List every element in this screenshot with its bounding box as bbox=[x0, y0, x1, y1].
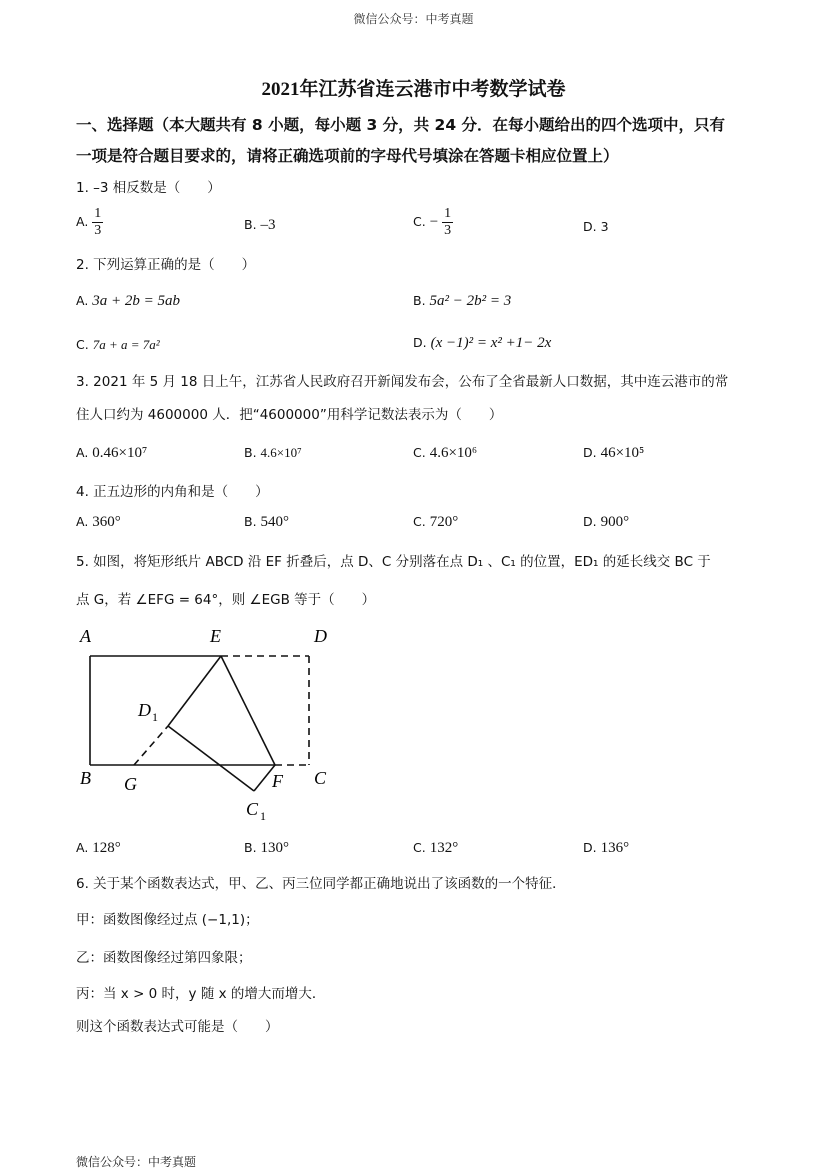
q2-option-d-label: D. bbox=[413, 335, 427, 350]
q4-option-a-label: A. bbox=[76, 514, 89, 529]
q3-option-c bbox=[413, 445, 477, 462]
q2-option-c-expr: 7a + a = 7a² bbox=[92, 337, 160, 352]
q5-stem-line1: 5. 如图，将矩形纸片 ABCD 沿 EF 折叠后，点 D、C 分别落在点 D₁ 、C₁ 的位置，ED₁ 的延长线交 BC 于 bbox=[76, 554, 711, 570]
q5-option-d-expr: 136° bbox=[600, 840, 630, 856]
label-d1-sub: 1 bbox=[152, 710, 158, 724]
q1-stem: 1. –3 相反数是（ ） bbox=[76, 180, 221, 196]
q2-option-b-expr: 5a² − 2b² = 3 bbox=[429, 293, 512, 309]
q3-option-b-label: B. bbox=[244, 445, 257, 460]
label-c1-sub: 1 bbox=[260, 809, 266, 823]
q1-option-a-den: 3 bbox=[94, 223, 102, 238]
q6-yi: 乙：函数图像经过第四象限； bbox=[76, 950, 252, 966]
q3-option-c-label: C. bbox=[413, 445, 426, 460]
q2-option-a bbox=[76, 293, 180, 310]
label-a: A bbox=[80, 626, 91, 646]
q5-stem-line2: 点 G，若 ∠EFG = 64°，则 ∠EGB 等于（ ） bbox=[76, 592, 376, 608]
q1-option-c-label: C. bbox=[413, 214, 426, 229]
q6-stem: 6. 关于某个函数表达式，甲、乙、丙三位同学都正确地说出了该函数的一个特征． bbox=[76, 876, 566, 892]
q1-option-b-label: B. bbox=[244, 217, 257, 232]
q2-option-b bbox=[413, 293, 511, 310]
segment-ef bbox=[221, 656, 275, 765]
q1-option-d: D. 3 bbox=[583, 219, 609, 234]
q3-option-d-expr: 46×10⁵ bbox=[600, 445, 645, 461]
q4-option-b-label: B. bbox=[244, 514, 257, 529]
page-title: 2021年江苏省连云港市中考数学试卷 bbox=[261, 79, 566, 100]
q4-option-b-expr: 540° bbox=[260, 514, 290, 530]
q4-option-c bbox=[413, 514, 458, 531]
label-d1: D bbox=[138, 700, 151, 720]
label-b: B bbox=[80, 768, 91, 788]
q4-option-b bbox=[244, 514, 289, 531]
q5-figure bbox=[76, 620, 356, 834]
q3-option-b bbox=[244, 445, 302, 461]
q5-option-d-label: D. bbox=[583, 840, 597, 855]
q4-option-d-label: D. bbox=[583, 514, 597, 529]
q1-option-a-label: A. bbox=[76, 214, 89, 229]
q2-option-a-expr: 3a + 2b = 5ab bbox=[92, 293, 181, 309]
q1-option-c-num: 1 bbox=[444, 206, 452, 221]
q1-option-c-fraction bbox=[442, 206, 453, 239]
q3-stem-line1: 3. 2021 年 5 月 18 日上午，江苏省人民政府召开新闻发布会，公布了全省最新人口数据，其中连云港市的常 bbox=[76, 374, 729, 390]
q1-option-b-value: –3 bbox=[260, 217, 276, 233]
section-instructions-line2: 一项是符合题目要求的，请将正确选项前的字母代号填涂在答题卡相应位置上） bbox=[76, 147, 619, 165]
segment-d1c1 bbox=[168, 726, 254, 791]
q3-option-a bbox=[76, 445, 147, 462]
section-instructions-line1: 一、选择题（本大题共有 8 小题，每小题 3 分，共 24 分．在每小题给出的四个选项中，只有 bbox=[76, 116, 726, 134]
q2-option-a-label: A. bbox=[76, 293, 89, 308]
segment-gd1-dashed bbox=[134, 726, 168, 765]
q3-stem-line2: 住人口约为 4600000 人．把“4600000”用科学记数法表示为（ ） bbox=[76, 407, 503, 423]
q3-option-b-expr: 4.6×10⁷ bbox=[260, 445, 302, 460]
q3-option-c-expr: 4.6×10⁶ bbox=[429, 445, 478, 461]
q2-option-c-label: C. bbox=[76, 337, 89, 352]
q4-option-a-expr: 360° bbox=[92, 514, 121, 530]
q1-option-a-fraction bbox=[92, 206, 103, 239]
q1-option-a-num: 1 bbox=[94, 206, 102, 221]
segment-ed1 bbox=[168, 656, 221, 726]
q1-option-a bbox=[76, 206, 103, 239]
q2-stem: 2. 下列运算正确的是（ ） bbox=[76, 257, 256, 273]
q4-option-d-expr: 900° bbox=[600, 514, 630, 530]
label-c: C bbox=[314, 768, 327, 788]
q1-option-c-den: 3 bbox=[444, 223, 452, 238]
q3-option-d-label: D. bbox=[583, 445, 597, 460]
label-d: D bbox=[314, 626, 327, 646]
label-e: E bbox=[210, 626, 221, 646]
q4-option-c-expr: 720° bbox=[429, 514, 459, 530]
q3-option-a-label: A. bbox=[76, 445, 89, 460]
label-f: F bbox=[272, 771, 283, 791]
q4-option-a bbox=[76, 514, 121, 531]
q2-option-c bbox=[76, 337, 160, 353]
label-g: G bbox=[124, 774, 137, 794]
q5-option-b bbox=[244, 840, 289, 857]
q6-jia: 甲：函数图像经过点 (−1,1)； bbox=[76, 912, 259, 928]
q2-option-d bbox=[413, 335, 551, 352]
q1-option-c bbox=[413, 206, 453, 239]
q3-option-d bbox=[583, 445, 644, 462]
q5-option-a bbox=[76, 840, 121, 857]
q5-option-a-label: A. bbox=[76, 840, 89, 855]
q1-option-b bbox=[244, 217, 276, 234]
q5-option-a-expr: 128° bbox=[92, 840, 121, 856]
q4-stem: 4. 正五边形的内角和是（ ） bbox=[76, 484, 269, 500]
q5-option-b-expr: 130° bbox=[260, 840, 290, 856]
q5-option-d bbox=[583, 840, 629, 857]
q5-option-c-label: C. bbox=[413, 840, 426, 855]
q6-ask: 则这个函数表达式可能是（ ） bbox=[76, 1019, 279, 1035]
label-c1: C bbox=[246, 799, 259, 819]
q3-option-a-expr: 0.46×10⁷ bbox=[92, 445, 148, 461]
q2-option-d-expr: (x −1)² = x² +1− 2x bbox=[430, 335, 552, 351]
q4-option-d bbox=[583, 514, 629, 531]
q2-option-b-label: B. bbox=[413, 293, 426, 308]
q5-option-b-label: B. bbox=[244, 840, 257, 855]
header-watermark: 微信公众号：中考真题 bbox=[353, 12, 474, 26]
q5-option-c bbox=[413, 840, 458, 857]
q5-figure-svg bbox=[76, 620, 356, 830]
q1-option-c-sign: − bbox=[429, 214, 439, 230]
q4-option-c-label: C. bbox=[413, 514, 426, 529]
q5-option-c-expr: 132° bbox=[429, 840, 459, 856]
footer-watermark: 微信公众号：中考真题 bbox=[76, 1155, 197, 1169]
q6-bing: 丙：当 x > 0 时，y 随 x 的增大而增大． bbox=[76, 986, 326, 1002]
